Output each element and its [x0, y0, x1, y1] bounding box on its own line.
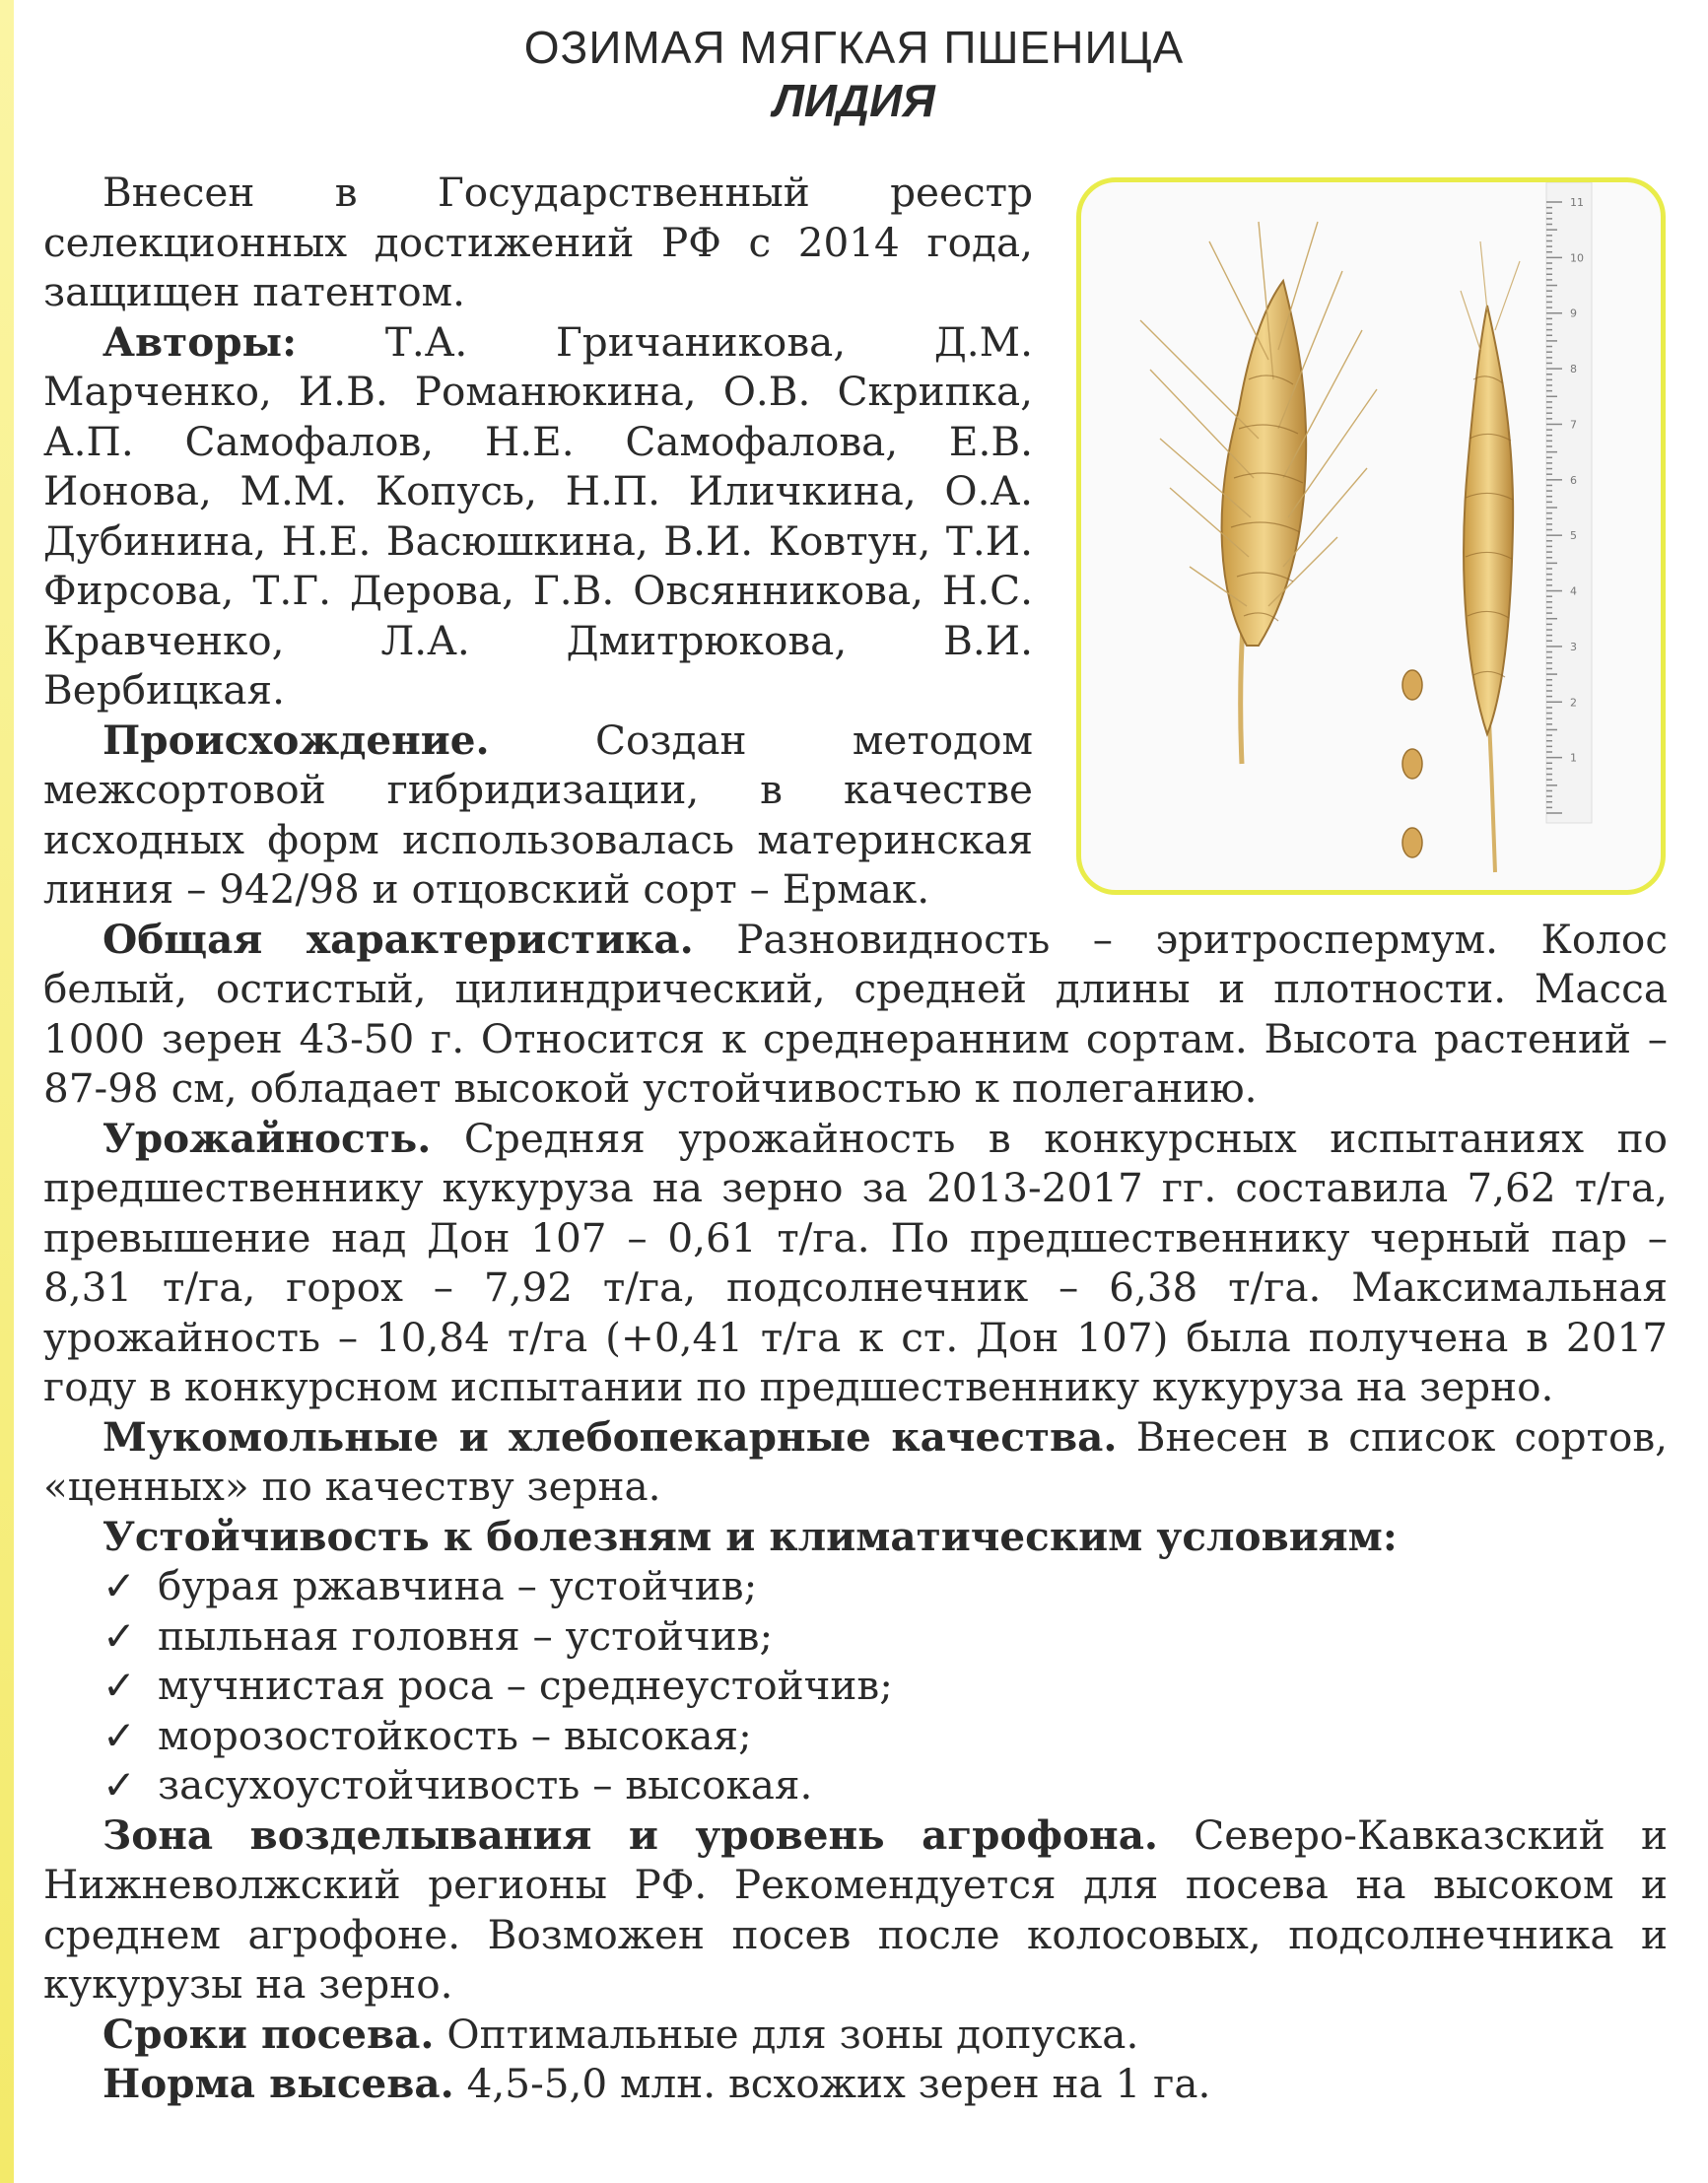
- ruler-tick-label: 6: [1570, 473, 1577, 487]
- resistance-item-text: бурая ржавчина – устойчив;: [158, 1562, 758, 1609]
- seeding-rate-text: 4,5-5,0 млн. всхожих зерен на 1 га.: [466, 2060, 1211, 2107]
- quality-label: Мукомольные и хлебопекарные качества.: [102, 1412, 1118, 1461]
- ruler-tick-label: 4: [1570, 584, 1577, 598]
- zone-label: Зона возделывания и уровень агрофона.: [102, 1810, 1159, 1859]
- check-icon: ✓: [102, 1562, 136, 1609]
- quality-text: Внесен в список сортов, «ценных» по качеству зерна.: [43, 1412, 1669, 1510]
- list-item: [43, 1561, 1668, 1611]
- list-item: [43, 1760, 1668, 1810]
- general-label: Общая характеристика.: [102, 915, 694, 963]
- seeding-rate-paragraph: [43, 2059, 1668, 2109]
- resistance-label: Устойчивость к болезням и климатическим условиям:: [102, 1512, 1398, 1560]
- resistance-item-text: пыльная головня – устойчив;: [158, 1611, 774, 1660]
- resistance-item-text: засухоустойчивость – высокая.: [158, 1761, 813, 1808]
- ruler-tick-label: 5: [1570, 529, 1577, 543]
- yield-label: Урожайность.: [102, 1114, 432, 1162]
- check-icon: ✓: [102, 1761, 136, 1808]
- document-body: [43, 168, 1668, 2109]
- page-header: [0, 20, 1708, 126]
- ruler-tick-label: 10: [1570, 251, 1584, 265]
- origin-label: Происхождение.: [102, 716, 490, 764]
- ruler-tick-label: 7: [1570, 418, 1577, 432]
- resistance-item-text: мучнистая роса – среднеустойчив;: [158, 1662, 893, 1709]
- ruler-tick-label: 9: [1570, 307, 1577, 320]
- photo-float-spacer: [1076, 168, 1668, 909]
- list-item: [43, 1611, 1668, 1662]
- zone-paragraph: [43, 1810, 1668, 2010]
- ruler-tick-label: 1: [1570, 751, 1577, 765]
- resistance-heading: [43, 1512, 1668, 1562]
- quality-paragraph: [43, 1412, 1668, 1512]
- zone-text: Северо-Кавказский и Нижневолжский регионы РФ. Рекомендуется для посева на высоком и среднем агрофоне. Возможен посев после колосовых, подсолнечника и кукурузы на зерно.: [43, 1810, 1668, 2008]
- yield-paragraph: [43, 1114, 1668, 1412]
- sowing-time-text: Оптимальные для зоны допуска.: [446, 2010, 1139, 2058]
- general-text: Разновидность – эритроспермум. Колос белый, остистый, цилиндрический, средней длины и плотности. Масса 1000 зерен 43-50 г. Относится к среднеранним сортам. Высота растений – 87-98 см, обладает высокой устойчивостью к полеганию.: [43, 915, 1668, 1112]
- ruler-tick-label: 11: [1570, 196, 1584, 209]
- resistance-list: [43, 1561, 1668, 1810]
- check-icon: ✓: [102, 1711, 136, 1759]
- left-accent-strip: [0, 0, 14, 2183]
- list-item: [43, 1661, 1668, 1711]
- yield-text: Средняя урожайность в конкурсных испытаниях по предшественнику кукуруза на зерно за 2013-2017 гг. составила 7,62 т/га, превышение над Дон 107 – 0,61 т/га. По предшественнику черный пар – 8,31 т/га, горох – 7,92 т/га, подсолнечник – 6,38 т/га. Максимальная урожайность – 10,84 т/га (+0,41 т/га к ст. Дон 107) была получена в 2017 году в конкурсном испытании по предшественнику кукуруза на зерно.: [43, 1114, 1669, 1410]
- sowing-time-label: Сроки посева.: [102, 2010, 435, 2058]
- crop-type-title: ОЗИМАЯ МЯГКАЯ ПШЕНИЦА: [523, 22, 1185, 73]
- origin-text: Создан методом межсортовой гибридизации, в качестве исходных форм использовалась материнская линия – 942/98 и отцовский сорт – Ермак.: [43, 716, 1033, 913]
- ruler-tick-label: 3: [1570, 640, 1577, 653]
- check-icon: ✓: [102, 1611, 136, 1660]
- seeding-rate-label: Норма высева.: [102, 2060, 454, 2107]
- authors-text: Т.А. Гричаникова, Д.М. Марченко, И.В. Романюкина, О.В. Скрипка, А.П. Самофалов, Н.Е. Самофалова, Е.В. Ионова, М.М. Копусь, Н.П. Иличкина, О.А. Дубинина, Н.Е. Васюшкина, В.И. Ковтун, Т.И. Фирсова, Т.Г. Дерова, Г.В. Овсянникова, Н.С. Кравченко, Л.А. Дмитрюкова, В.И. Вербицкая.: [43, 317, 1033, 714]
- ruler-tick-label: 8: [1570, 363, 1577, 376]
- check-icon: ✓: [102, 1662, 136, 1709]
- resistance-item-text: морозостойкость – высокая;: [158, 1711, 752, 1759]
- general-paragraph: [43, 915, 1668, 1114]
- ruler-tick-label: 2: [1570, 696, 1577, 710]
- authors-label: Авторы:: [102, 317, 298, 366]
- list-item: [43, 1711, 1668, 1761]
- variety-name: ЛИДИЯ: [773, 75, 935, 126]
- sowing-time-paragraph: [43, 2010, 1668, 2060]
- registry-paragraph: Внесен в Государственный реестр селекционных достижений РФ с 2014 года, защищен патентом.: [43, 169, 1033, 315]
